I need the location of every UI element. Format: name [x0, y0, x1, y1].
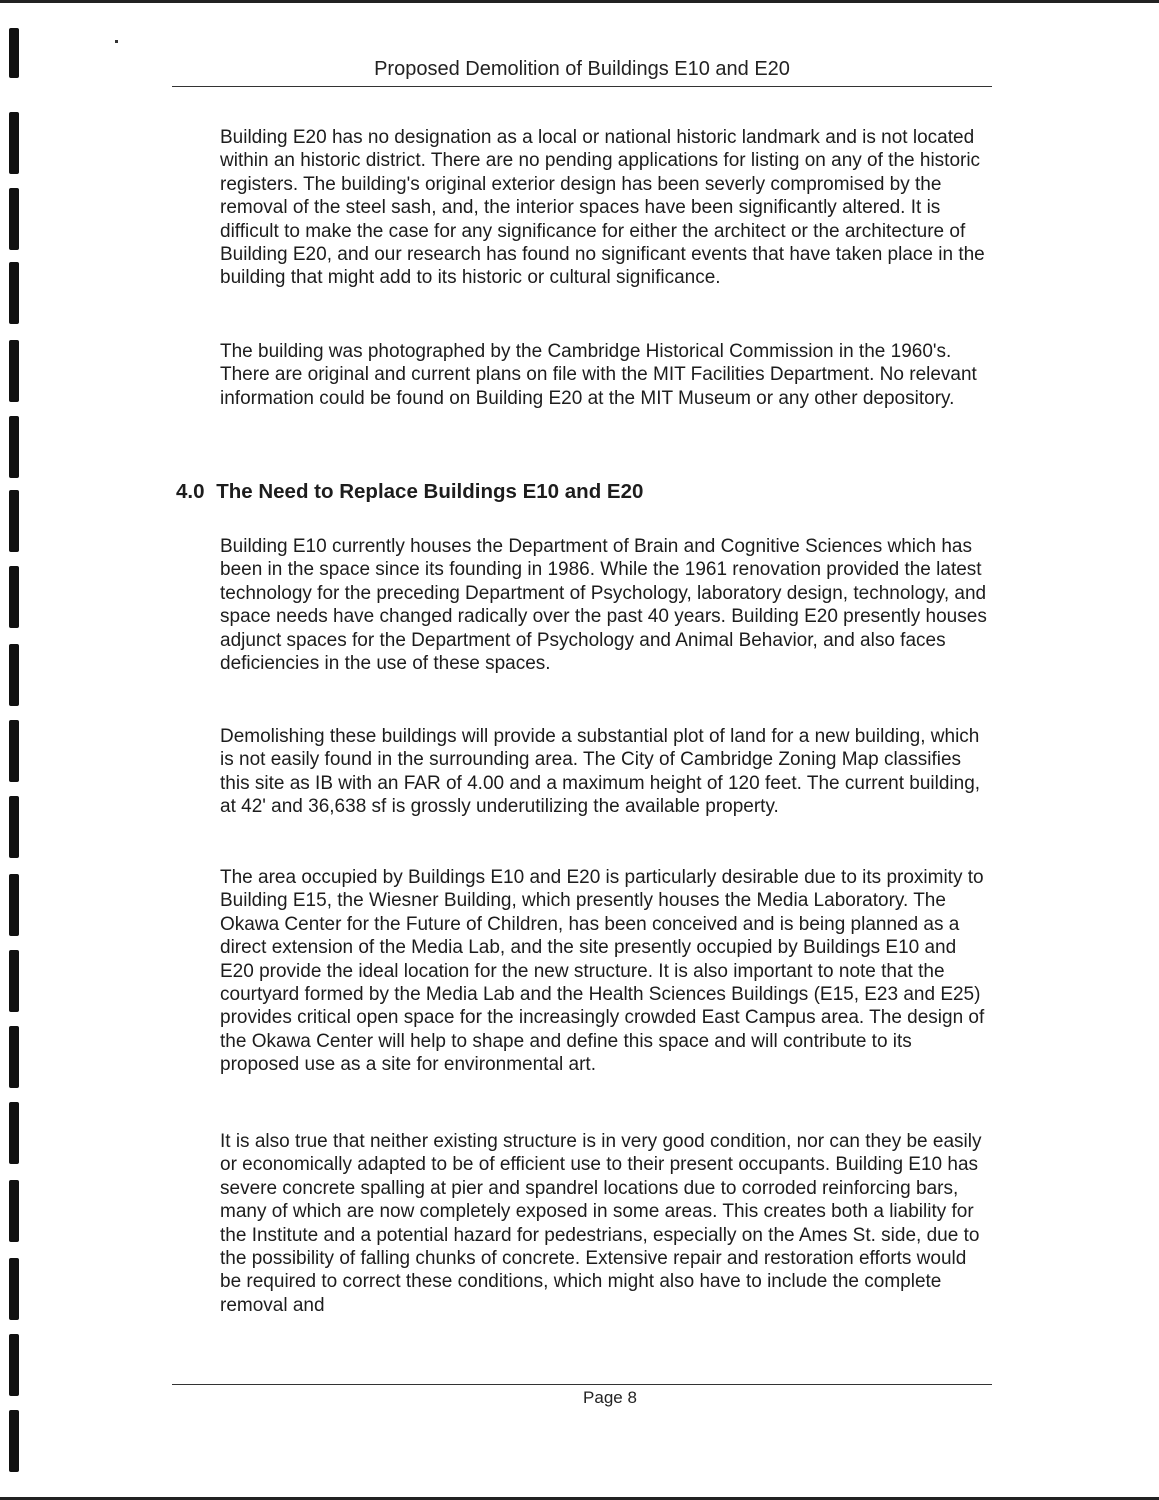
paragraph-site-desirability: The area occupied by Buildings E10 and E20 is particularly desirable due to its proximity to Building E15, the Wiesner Building, which presently houses the Media Laboratory. The Okawa Center for the Future of Children, has been conceived and is being planned as a direct extension of the Media Lab, and the site presently occupied by Buildings E10 and E20 provide the ideal location for the new structure. It is also important to note that the courtyard formed by the Media Lab and the Health Sciences Buildings (E15, E23 and E25) provides critical open space for the increasingly crowded East Campus area. The design of the Okawa Center will help to shape and define this space and will contribute to its proposed use as a site for environmental art. [220, 867, 985, 1076]
page-edge-top [0, 0, 1159, 3]
scan-speck [115, 40, 118, 43]
binding-hole [9, 188, 19, 250]
running-header: Proposed Demolition of Buildings E10 and E20 [374, 58, 790, 80]
section-title: The Need to Replace Buildings E10 and E20 [216, 480, 644, 503]
binding-hole [9, 1334, 19, 1396]
paragraph-photographs: The building was photographed by the Cambridge Historical Commission in the 1960's. There are original and current plans on file with the MIT Facilities Department. No relevant information could be found on Building E20 at the MIT Museum or any other depository. [220, 341, 977, 409]
binding-hole [9, 1026, 19, 1088]
binding-hole [9, 720, 19, 782]
footer-rule [172, 1384, 992, 1385]
binding-hole [9, 874, 19, 936]
section-heading [176, 480, 643, 504]
page-number: Page 8 [583, 1388, 637, 1407]
binding-hole [9, 796, 19, 858]
binding-hole [9, 112, 19, 174]
paragraph-current-use: Building E10 currently houses the Department of Brain and Cognitive Sciences which has been in the space since its founding in 1986. While the 1961 renovation provided the latest technology for the preceding Department of Psychology, laboratory design, technology, and space needs have changed radically over the past 40 years. Building E20 presently houses adjunct spaces for the Department of Psychology and Animal Behavior, and also faces deficiencies in the use of these spaces. [220, 536, 987, 675]
binding-hole [9, 950, 19, 1012]
binding-holes [0, 0, 30, 1500]
header-rule [172, 86, 992, 87]
binding-hole [9, 416, 19, 478]
binding-hole [9, 566, 19, 628]
binding-hole [9, 262, 19, 324]
paragraph-historic-status: Building E20 has no designation as a local or national historic landmark and is not located within an historic district. There are no pending applications for listing on any of the historic registers. The building's original exterior design has been severly compromised by the removal of the steel sash, and, the interior spaces have been significantly altered. It is difficult to make the case for any significance for either the architect or the architecture of Building E20, and our research has found no significant events that have taken place in the building that might add to its historic or cultural significance. [220, 127, 985, 289]
paragraph-building-condition: It is also true that neither existing structure is in very good condition, nor can they be easily or economically adapted to be of efficient use to their present occupants. Building E10 has severe concrete spalling at pier and spandrel locations due to corroded reinforcing bars, many of which are now completely exposed in some areas. This creates both a liability for the Institute and a potential hazard for pedestrians, especially on the Ames St. side, due to the possibility of falling chunks of concrete. Extensive repair and restoration efforts would be required to correct these conditions, which might also have to include the complete removal and [220, 1131, 982, 1316]
binding-hole [9, 1180, 19, 1242]
section-number: 4.0 [176, 480, 205, 503]
binding-hole [9, 1102, 19, 1164]
paragraph-land-use: Demolishing these buildings will provide a substantial plot of land for a new building, which is not easily found in the surrounding area. The City of Cambridge Zoning Map classifies this site as IB with an FAR of 4.00 and a maximum height of 120 feet. The current building, at 42' and 36,638 sf is grossly underutilizing the available property. [220, 726, 981, 818]
binding-hole [9, 490, 19, 552]
binding-hole [9, 1410, 19, 1472]
binding-hole [9, 28, 19, 78]
binding-hole [9, 340, 19, 402]
binding-hole [9, 1258, 19, 1320]
binding-hole [9, 644, 19, 706]
